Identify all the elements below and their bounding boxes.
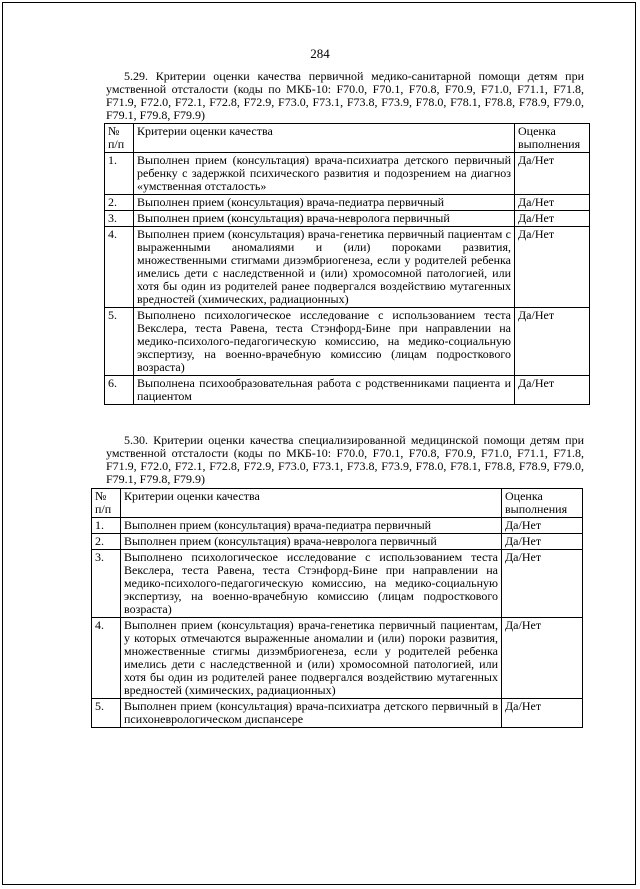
table-row (92, 699, 583, 728)
row-criteria: Выполнено психологическое исследование с использованием теста Векслера, теста Равена, теста Стэнфорд-Бине при направлении на медико-психолого-педагогическую комиссию, на медико-социальную экспертизу, на военно-врачебную комиссию (лицам подросткового возраста) (134, 308, 515, 376)
row-criteria: Выполнено психологическое исследование с использованием теста Векслера, теста Равена, теста Стэнфорд-Бине при направлении на медико-психолого-педагогическую комиссию, на медико-социальную экспертизу, на военно-врачебную комиссию (лицам подросткового возраста) (121, 550, 502, 618)
table-row (92, 618, 583, 699)
row-criteria: Выполнена психообразовательная работа с родственниками пациента и пациентом (134, 376, 515, 405)
row-score: Да/Нет (515, 195, 590, 211)
table-body-5-30 (92, 489, 583, 728)
row-num: 3. (92, 550, 121, 618)
row-criteria: Выполнен прием (консультация) врача-педиатра первичный (134, 195, 515, 211)
page-number: 284 (310, 46, 330, 61)
section-5-29-title: 5.29. Критерии оценки качества первичной медико-санитарной помощи детям при умственной отсталости (коды по МКБ-10: F70.0, F70.1, F70.8, F70.9, F71.0, F71.1, F71.8, F71.9, F72.0, F72.1, F72.8, F72.9, F73.0, F73.1, F73.8, F73.9, F78.0, F78.1, F78.8, F78.9, F79.0, F79.1, F79.8, F79.9) (106, 69, 584, 122)
row-criteria: Выполнен прием (консультация) врача-невролога первичный (121, 534, 502, 550)
row-num: 2. (105, 195, 134, 211)
row-criteria: Выполнен прием (консультация) врача-невролога первичный (134, 211, 515, 227)
table-header-row (105, 124, 590, 153)
table-header-row (92, 489, 583, 518)
row-score: Да/Нет (515, 227, 590, 308)
header-criteria: Критерии оценки качества (121, 489, 502, 518)
table-row (105, 195, 590, 211)
row-score: Да/Нет (502, 518, 583, 534)
table-row (105, 227, 590, 308)
header-num: № п/п (105, 124, 134, 153)
table-row (92, 518, 583, 534)
row-score: Да/Нет (515, 376, 590, 405)
row-num: 1. (92, 518, 121, 534)
header-num: № п/п (92, 489, 121, 518)
table-row (105, 211, 590, 227)
row-score: Да/Нет (502, 618, 583, 699)
row-score: Да/Нет (515, 211, 590, 227)
row-num: 4. (105, 227, 134, 308)
row-num: 5. (105, 308, 134, 376)
table-row (105, 376, 590, 405)
section-5-30-title: 5.30. Критерии оценки качества специализированной медицинской помощи детям при умственной отсталости (коды по МКБ-10: F70.0, F70.1, F70.8, F70.9, F71.0, F71.1, F71.8, F71.9, F72.0, F72.1, F72.8, F72.9, F73.0, F73.1, F73.8, F73.9, F78.0, F78.1, F78.8, F78.9, F79.0, F79.1, F79.8, F79.9) (106, 433, 584, 486)
table-row (92, 534, 583, 550)
row-num: 3. (105, 211, 134, 227)
criteria-table-5-29 (104, 123, 590, 405)
table-row (105, 308, 590, 376)
row-score: Да/Нет (502, 534, 583, 550)
row-num: 6. (105, 376, 134, 405)
header-criteria: Критерии оценки качества (134, 124, 515, 153)
criteria-table-5-30 (91, 488, 583, 728)
header-score: Оценка выполнения (515, 124, 590, 153)
row-num: 4. (92, 618, 121, 699)
header-score: Оценка выполнения (502, 489, 583, 518)
row-score: Да/Нет (502, 699, 583, 728)
row-criteria: Выполнен прием (консультация) врача-педиатра первичный (121, 518, 502, 534)
row-criteria: Выполнен прием (консультация) врача-генетика первичный пациентам с выраженными аномалиями и (или) пороками развития, множественными стигмами дизэмбриогенеза, если у родителей ребенка имелись дети с наследственной и (или) хромосомной патологией, или хотя бы один из родителей ранее подвергался воздействию мутагенных вредностей (химических, радиационных) (134, 227, 515, 308)
row-score: Да/Нет (515, 308, 590, 376)
table-body-5-29 (105, 124, 590, 405)
table-row (105, 153, 590, 195)
row-num: 2. (92, 534, 121, 550)
row-num: 5. (92, 699, 121, 728)
row-criteria: Выполнен прием (консультация) врача-психиатра детского первичный ребенку с задержкой психического развития и подозрением на диагноз «умственная отсталость» (134, 153, 515, 195)
row-score: Да/Нет (502, 550, 583, 618)
table-row (92, 550, 583, 618)
row-criteria: Выполнен прием (консультация) врача-психиатра детского первичный в психоневрологическом диспансере (121, 699, 502, 728)
row-score: Да/Нет (515, 153, 590, 195)
row-criteria: Выполнен прием (консультация) врача-генетика первичный пациентам, у которых отмечаются выраженные аномалии и (или) пороки развития, множественные стигмы дизэмбриогенеза, если у родителей ребенка имелись дети с наследственной и (или) хромосомной патологией, или хотя бы один из родителей ранее подвергался воздействию мутагенных вредностей (химических, радиационных) (121, 618, 502, 699)
row-num: 1. (105, 153, 134, 195)
